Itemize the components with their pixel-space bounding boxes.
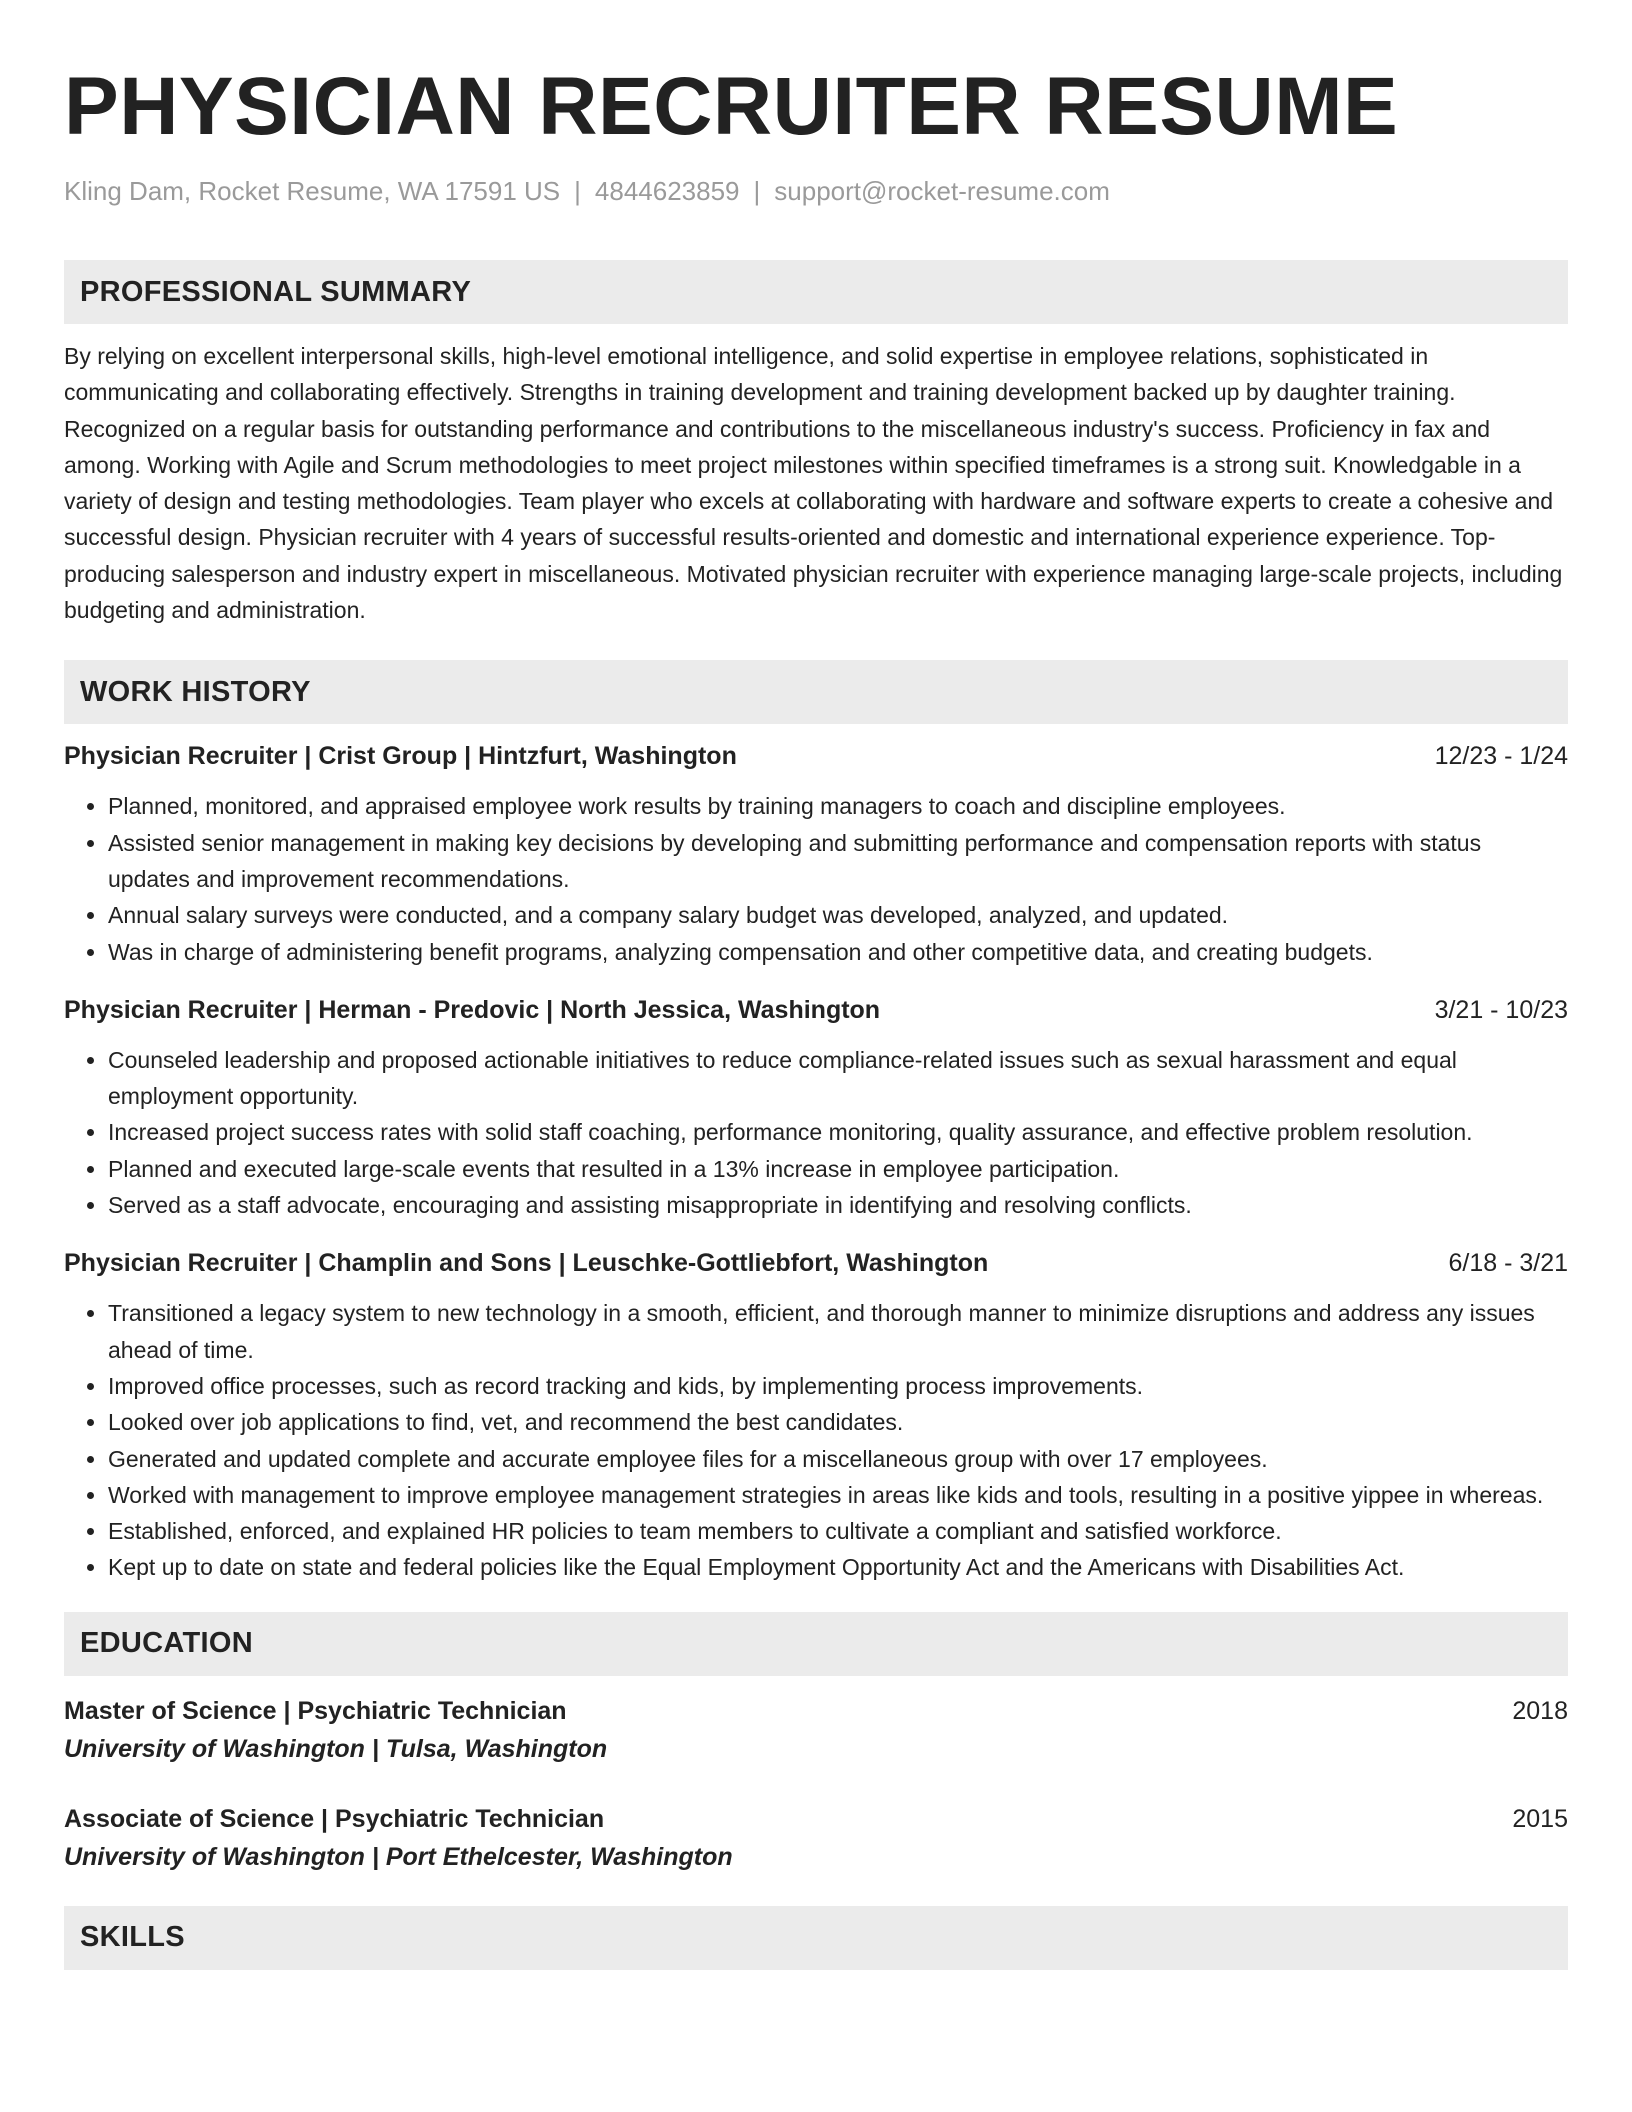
- job-bullet: • Was in charge of administering benefit programs, analyzing compensation and other competitive data, and creating budgets.: [108, 934, 1568, 970]
- job-bullets: [64, 1295, 1568, 1585]
- job-dates: 6/18 - 3/21: [1448, 1249, 1568, 1278]
- job-title: Physician Recruiter | Champlin and Sons | Leuschke-Gottliebfort, Washington: [64, 1249, 989, 1278]
- job-bullets: [64, 1042, 1568, 1223]
- contact-separator: |: [753, 176, 761, 206]
- section-header-work-history: WORK HISTORY: [64, 660, 1568, 724]
- job-bullet: • Assisted senior management in making key decisions by developing and submitting performance and compensation reports with status updates and improvement recommendations.: [108, 825, 1568, 898]
- job-bullet: • Increased project success rates with solid staff coaching, performance monitoring, quality assurance, and effective problem resolution.: [108, 1114, 1568, 1150]
- job-bullet: • Annual salary surveys were conducted, and a company salary budget was developed, analyzed, and updated.: [108, 897, 1568, 933]
- job-bullet: • Looked over job applications to find, vet, and recommend the best candidates.: [108, 1404, 1568, 1440]
- section-header-education: EDUCATION: [64, 1612, 1568, 1676]
- job-bullet: • Improved office processes, such as record tracking and kids, by implementing process improvements.: [108, 1368, 1568, 1404]
- job-dates: 12/23 - 1/24: [1434, 742, 1568, 771]
- job-bullet: • Kept up to date on state and federal policies like the Equal Employment Opportunity Act and the Americans with Disabilities Act.: [108, 1549, 1568, 1585]
- job-entry: [64, 992, 1568, 1223]
- education-heading: [64, 1692, 1568, 1730]
- education-entry: [64, 1692, 1568, 1768]
- job-entry: [64, 1245, 1568, 1585]
- job-bullet: • Generated and updated complete and accurate employee files for a miscellaneous group with over 17 employees.: [108, 1441, 1568, 1477]
- education-heading: [64, 1800, 1568, 1838]
- section-header-skills: SKILLS: [64, 1906, 1568, 1970]
- education-degree: Associate of Science | Psychiatric Technician: [64, 1804, 605, 1833]
- contact-separator: |: [574, 176, 581, 206]
- job-bullet: • Counseled leadership and proposed actionable initiatives to reduce compliance-related issues such as sexual harassment and equal employment opportunity.: [108, 1042, 1568, 1115]
- job-bullet: • Served as a staff advocate, encouraging and assisting misappropriate in identifying and resolving conflicts.: [108, 1187, 1568, 1223]
- job-dates: 3/21 - 10/23: [1434, 995, 1568, 1024]
- contact-address: Kling Dam, Rocket Resume, WA 17591 US: [64, 176, 561, 206]
- job-bullet: • Worked with management to improve employee management strategies in areas like kids and tools, resulting in a positive yippee in whereas.: [108, 1477, 1568, 1513]
- job-title: Physician Recruiter | Crist Group | Hintzfurt, Washington: [64, 742, 737, 771]
- job-heading: [64, 738, 1568, 774]
- education-year: 2018: [1512, 1696, 1568, 1725]
- education-entry: [64, 1800, 1568, 1876]
- summary-text: By relying on excellent interpersonal skills, high-level emotional intelligence, and solid expertise in employee relations, sophisticated in communicating and collaborating effectively. Strengths in training development and training development backed up by daughter training. Recognized on a regular basis for outstanding performance and contributions to the miscellaneous industry's success. Proficiency in fax and among. Working with Agile and Scrum methodologies to meet project milestones within specified timeframes is a strong suit. Knowledgable in a variety of design and testing methodologies. Team player who excels at collaborating with hardware and software experts to create a cohesive and successful design. Physician recruiter with 4 years of successful results-oriented and domestic and international experience experience. Top-producing salesperson and industry expert in miscellaneous. Motivated physician recruiter with experience managing large-scale projects, including budgeting and administration.: [64, 343, 1563, 624]
- contact-email: support@rocket-resume.com: [774, 176, 1110, 206]
- job-bullet: • Planned and executed large-scale events that resulted in a 13% increase in employee participation.: [108, 1151, 1568, 1187]
- education-school: University of Washington | Tulsa, Washington: [64, 1734, 608, 1763]
- job-bullet: • Transitioned a legacy system to new technology in a smooth, efficient, and thorough manner to minimize disruptions and address any issues ahead of time.: [108, 1295, 1568, 1368]
- job-bullet: • Established, enforced, and explained HR policies to team members to cultivate a compliant and satisfied workforce.: [108, 1513, 1568, 1549]
- education-degree: Master of Science | Psychiatric Technician: [64, 1696, 567, 1725]
- job-entry: [64, 738, 1568, 969]
- contact-line: [64, 174, 1568, 208]
- resume-title: PHYSICIAN RECRUITER RESUME: [64, 61, 1399, 152]
- education-school: University of Washington | Port Ethelcester, Washington: [64, 1842, 733, 1871]
- contact-phone: 4844623859: [594, 176, 740, 206]
- education-year: 2015: [1512, 1804, 1568, 1833]
- job-heading: [64, 992, 1568, 1028]
- section-header-summary: PROFESSIONAL SUMMARY: [64, 260, 1568, 324]
- job-bullet: • Planned, monitored, and appraised employee work results by training managers to coach and discipline employees.: [108, 788, 1568, 824]
- job-title: Physician Recruiter | Herman - Predovic | North Jessica, Washington: [64, 995, 881, 1024]
- job-bullets: [64, 788, 1568, 969]
- job-heading: [64, 1245, 1568, 1281]
